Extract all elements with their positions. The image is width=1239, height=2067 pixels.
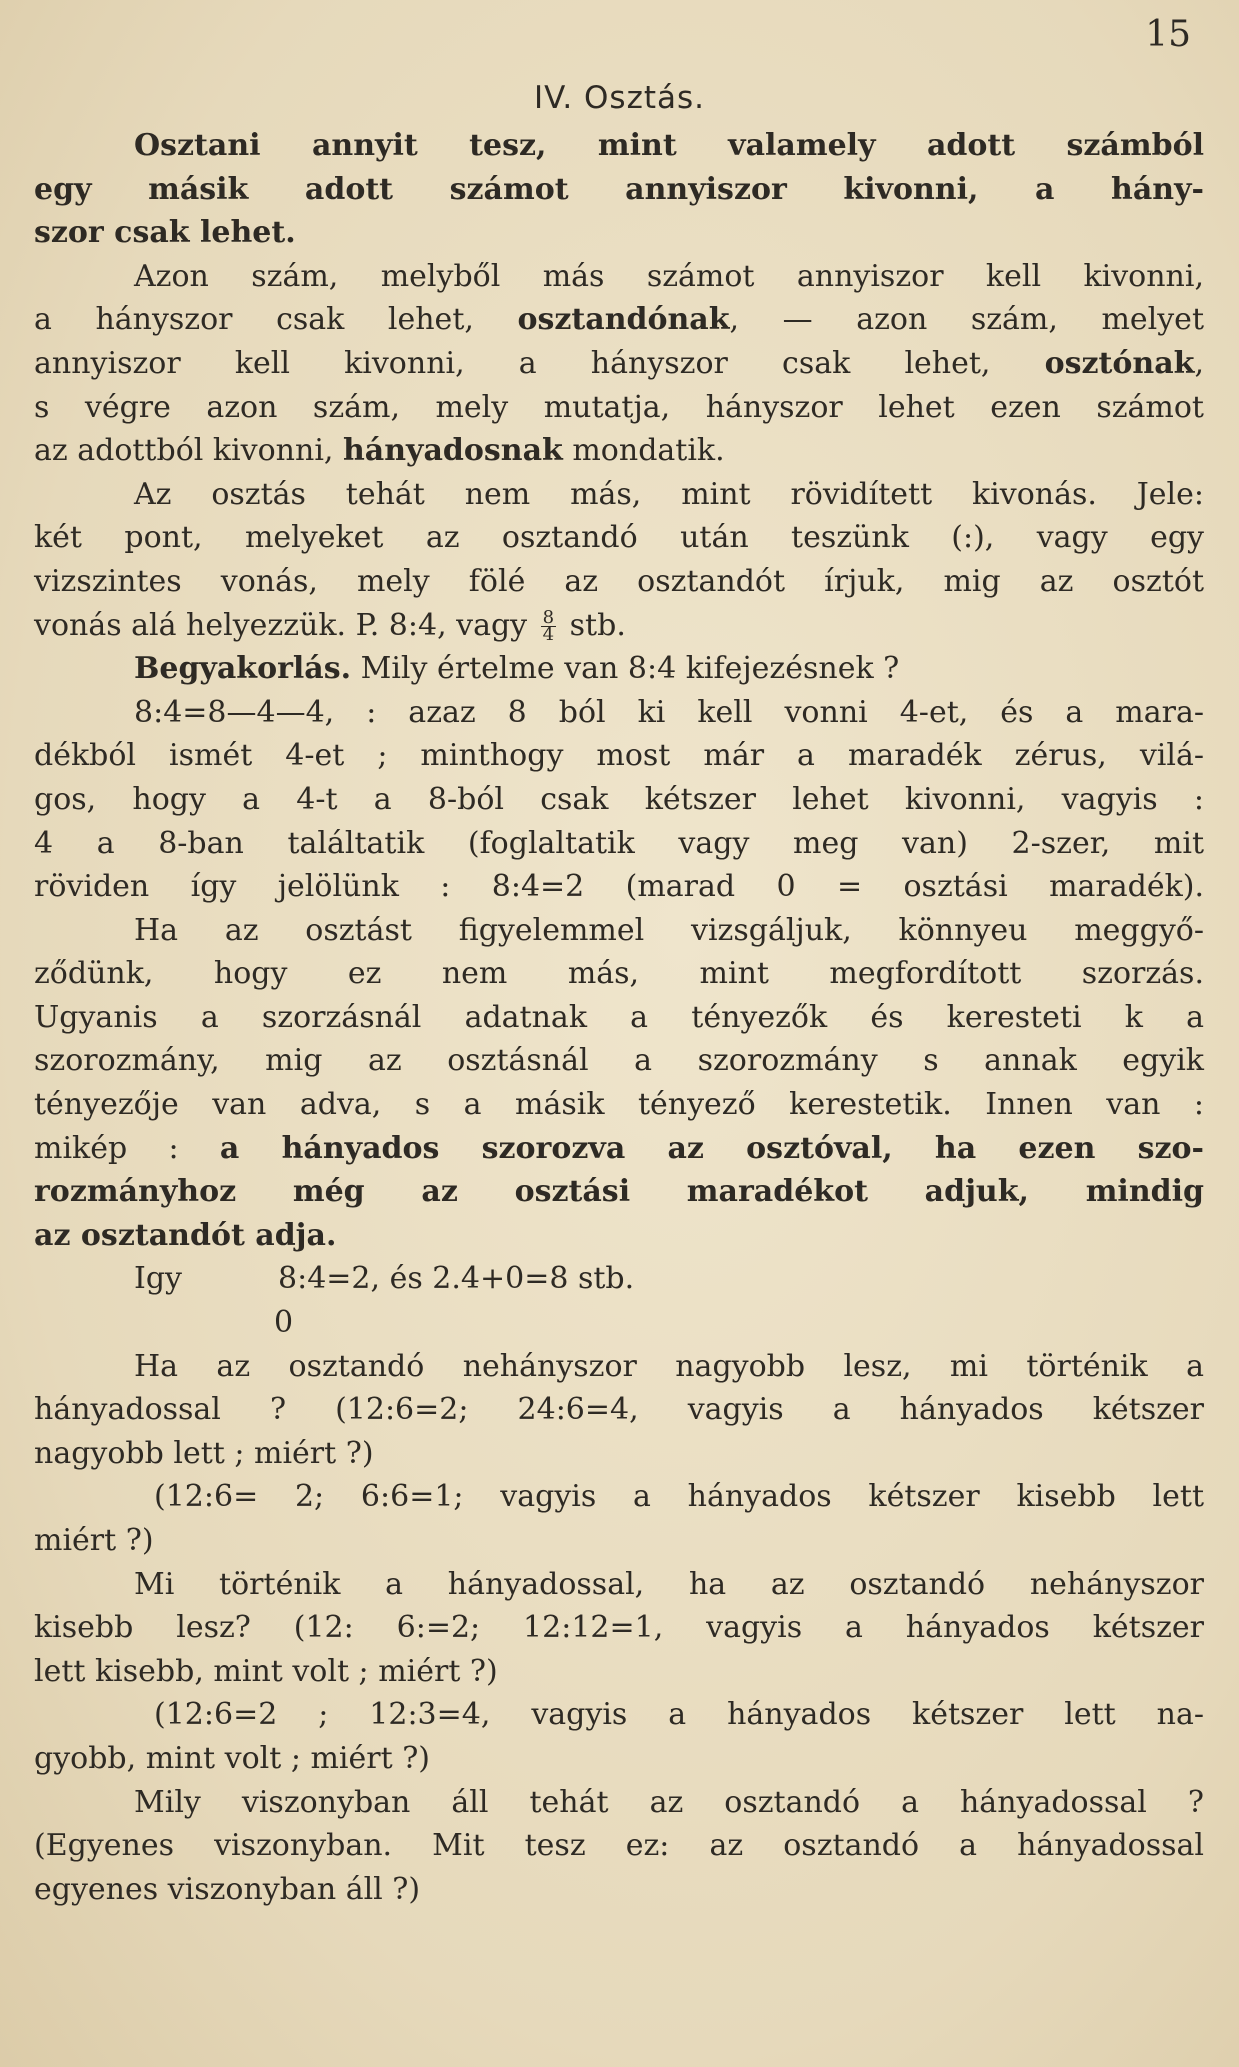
text-line: nagyobb lett ; miért ?) [34,1435,374,1471]
text-line: (12:6= 2; 6:6=1; vagyis a hányados kétszer kisebb lett [154,1479,1204,1515]
remainder-zero: 0 [274,1305,294,1341]
text-line: (Egyenes viszonyban. Mit tesz ez: az osztandó a hányadossal [34,1828,1204,1864]
definition-line: egy másik adott számot annyiszor kivonni, a hány- [34,171,1204,207]
text-line: dékból ismét 4-et ; minthogy most már a maradék zérus, vilá- [34,738,1204,774]
text-line: szorozmány, mig az osztásnál a szorozmány s annak egyik [34,1043,1204,1079]
text-line: miért ?) [34,1523,154,1558]
text-line: 8:4=8—4—4, : azaz 8 ból ki kell vonni 4-et, és a mara- [134,694,1204,730]
text-line: a hányszor csak lehet, osztandónak, — azon szám, melyet [34,302,1204,338]
text-line: (12:6=2 ; 12:3=4, vagyis a hányados kétszer lett na- [154,1697,1204,1733]
section-title: IV. Osztás. [533,80,706,116]
text-line: ződünk, hogy ez nem más, mint megfordított szorzás. [34,956,1204,992]
exercise-label: Begyakorlás. [134,651,352,687]
text-line: két pont, melyeket az osztandó után teszünk (:), vagy egy [34,520,1204,556]
text-line: s végre azon szám, mely mutatja, hányszor lehet ezen számot [34,389,1204,425]
definition-line: szor csak lehet. [34,215,296,251]
term-osztando: osztandónak [517,302,730,338]
text-line: gyobb, mint volt ; miért ?) [34,1740,431,1776]
text-line: gos, hogy a 4-t a 8-ból csak kétszer lehet kivonni, vagyis : [34,781,1204,817]
text-line: annyiszor kell kivonni, a hányszor csak lehet, osztónak, [34,345,1204,381]
fraction-8-over-4: $\frac{8}{4}$ [542,607,555,646]
page-number: 15 [1145,14,1191,55]
term-hanyados: hányadosnak [342,433,563,469]
text-line: Ugyanis a szorzásnál adatnak a tényezők és keresteti k a [34,999,1204,1035]
text-line: Ha az osztandó nehányszor nagyobb lesz, mi történik a [134,1348,1204,1384]
page-body [34,124,1204,1911]
text-line: röviden így jelölünk : 8:4=2 (marad 0 = osztási maradék). [34,869,1204,905]
text-line: Ha az osztást figyelemmel vizsgáljuk, könnyeu meggyő- [134,912,1204,948]
text-line: egyenes viszonyban áll ?) [34,1871,421,1907]
text-line: Azon szám, melyből más számot annyiszor kell kivonni, [134,258,1204,294]
definition-line: Osztani annyit tesz, mint valamely adott számból [134,128,1204,163]
text-line: 4 a 8-ban találtatik (foglaltatik vagy meg van) 2-szer, mit [34,825,1204,861]
text-line: vonás alá helyezzük. P. 8:4, vagy $\frac{8}{4}$ stb. [34,607,626,646]
rule-line: mikép : a hányados szorozva az osztóval, ha ezen szo- [34,1130,1205,1166]
exercise-heading-line: Begyakorlás. Mily értelme van 8:4 kifejezésnek ? [134,651,900,687]
rule-line: rozmányhoz még az osztási maradékot adjuk, mindig [34,1174,1204,1210]
text-line: tényezője van adva, s a másik tényező kerestetik. Innen van : [34,1087,1204,1123]
text-line: vizszintes vonás, mely fölé az osztandót írjuk, mig az osztót [34,563,1204,599]
text-line: Mi történik a hányadossal, ha az osztandó nehányszor [134,1566,1204,1602]
text-line: Mily viszonyban áll tehát az osztandó a hányadossal ? [134,1784,1204,1820]
text-line: lett kisebb, mint volt ; miért ?) [34,1653,498,1689]
term-oszto: osztónak [1044,345,1195,381]
text-line: hányadossal ? (12:6=2; 24:6=4, vagyis a hányados kétszer [34,1392,1204,1428]
text-line: kisebb lesz? (12: 6:=2; 12:12=1, vagyis a hányados kétszer [34,1610,1204,1646]
text-line: az adottból kivonni, hányadosnak mondatik. [34,433,725,469]
rule-line: az osztandót adja. [34,1217,337,1253]
example-line: Igy 8:4=2, és 2.4+0=8 stb. [134,1261,635,1297]
text-line: Az osztás tehát nem más, mint rövidített kivonás. Jele: [134,476,1204,512]
